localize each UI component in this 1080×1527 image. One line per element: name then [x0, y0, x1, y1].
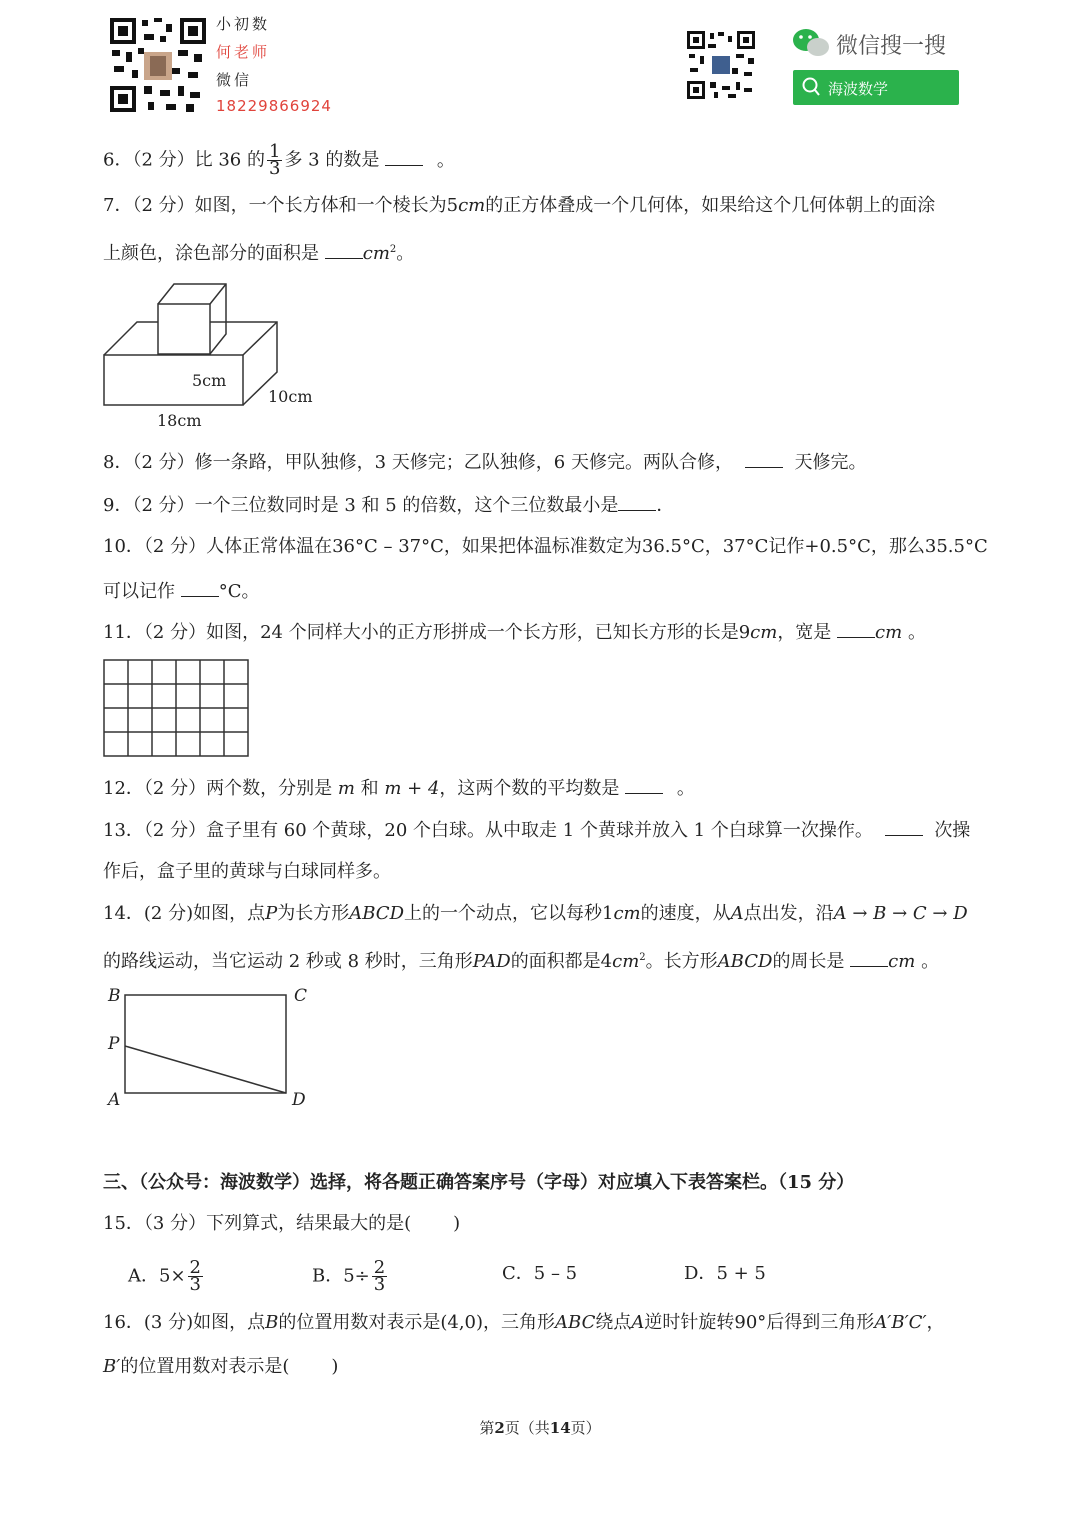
point-A: A: [108, 1090, 121, 1110]
wechat-icon: [792, 28, 830, 62]
question-14-line1: 14．(2 分)如图，点P为长方形ABCD上的一个动点，它以每秒1cm的速度，从A点出发，沿A → B → C → D: [103, 903, 968, 924]
qr-code-left: [108, 16, 208, 114]
answer-blank-6[interactable]: [385, 147, 423, 166]
q15-option-a[interactable]: A．5× $\frac{2}{3}$: [128, 1257, 201, 1295]
question-16-line2: B′的位置用数对表示是( ): [103, 1356, 339, 1377]
question-11: 11．（2 分）如图，24 个同样大小的正方形拼成一个长方形，已知长方形的长是9cm，宽是 cm 。: [103, 619, 926, 645]
answer-blank-12[interactable]: [625, 775, 663, 794]
q15-option-b[interactable]: B．5÷ $\frac{2}{3}$: [312, 1257, 386, 1295]
answer-blank-7[interactable]: [325, 240, 363, 259]
qr-code-right: [686, 30, 756, 100]
question-13-line2: 作后，盒子里的黄球与白球同样多。: [103, 861, 391, 882]
question-7-line2: 上颜色，涂色部分的面积是 $cm^2$。: [103, 238, 414, 266]
question-10-line1: 10．（2 分）人体正常体温在36°C – 37°C，如果把体温标准数定为36.5°C，37°C记作+0.5°C，那么35.5°C: [103, 536, 988, 557]
question-10-line2: 可以记作 °C。: [103, 578, 260, 604]
wechat-search-label: 微信搜一搜: [836, 34, 947, 59]
question-7-line1: 7．（2 分）如图，一个长方体和一个棱长为5cm的正方体叠成一个几何体，如果给这个几何体朝上的面涂: [103, 195, 936, 216]
answer-blank-10[interactable]: [181, 578, 219, 597]
answer-blank-11[interactable]: [837, 619, 875, 638]
hand-note-1: 小初数: [216, 15, 271, 33]
question-14-line2: 的路线运动，当它运动 2 秒或 8 秒时，三角形PAD的面积都是$4cm^2$。长方形ABCD的周长是 cm 。: [103, 946, 939, 974]
point-B: B: [108, 986, 121, 1006]
hand-note-3: 微信: [216, 71, 253, 89]
label-18cm: 18cm: [157, 411, 202, 430]
point-P: P: [108, 1034, 120, 1054]
question-13-line1: 13．（2 分）盒子里有 60 个黄球，20 个白球。从中取走 1 个黄球并放入 1 个白球算一次操作。 次操: [103, 817, 970, 843]
figure-cuboid: [100, 278, 320, 434]
figure-rectangle-abcd: [104, 984, 314, 1114]
search-icon: [801, 76, 821, 102]
question-9: 9．（2 分）一个三位数同时是 3 和 5 的倍数，这个三位数最小是 ．: [103, 492, 674, 518]
question-12: 12．（2 分）两个数，分别是 m 和 m + 4，这两个数的平均数是 。: [103, 775, 695, 801]
answer-blank-13[interactable]: [885, 817, 923, 836]
hand-note-2: 何老师: [216, 43, 271, 61]
question-6: 6．（2 分）比 36 的 $\frac{1}{3}$ 多 3 的数是 。: [103, 141, 455, 179]
search-button-label: 海波数学: [828, 81, 889, 98]
page-footer: 第2页（共14页）: [479, 1419, 601, 1437]
label-10cm: 10cm: [268, 387, 313, 406]
question-15: 15．（3 分）下列算式，结果最大的是( ): [103, 1213, 461, 1234]
figure-grid-rectangle: [103, 659, 250, 761]
q15-option-d[interactable]: D．5 + 5: [684, 1263, 766, 1284]
point-D: D: [292, 1090, 306, 1110]
answer-blank-8[interactable]: [745, 449, 783, 468]
label-5cm: 5cm: [192, 371, 227, 390]
answer-blank-14[interactable]: [850, 948, 888, 967]
point-C: C: [294, 986, 308, 1006]
question-8: 8．（2 分）修一条路，甲队独修，3 天修完；乙队独修，6 天修完。两队合修， 天修完。: [103, 449, 866, 475]
answer-blank-9[interactable]: [618, 492, 656, 511]
search-button[interactable]: [793, 70, 959, 105]
question-16-line1: 16．(3 分)如图，点B的位置用数对表示是(4,0)，三角形ABC绕点A逆时针旋转90°后得到三角形A′B′C′，: [103, 1312, 945, 1333]
fraction: $\frac{1}{3}$: [268, 141, 281, 179]
hand-phone: 18229866924: [216, 97, 332, 115]
q15-option-c[interactable]: C．5 – 5: [502, 1263, 578, 1284]
section-3-heading: 三、（公众号：海波数学）选择，将各题正确答案序号（字母）对应填入下表答案栏。（15 分）: [103, 1172, 855, 1193]
